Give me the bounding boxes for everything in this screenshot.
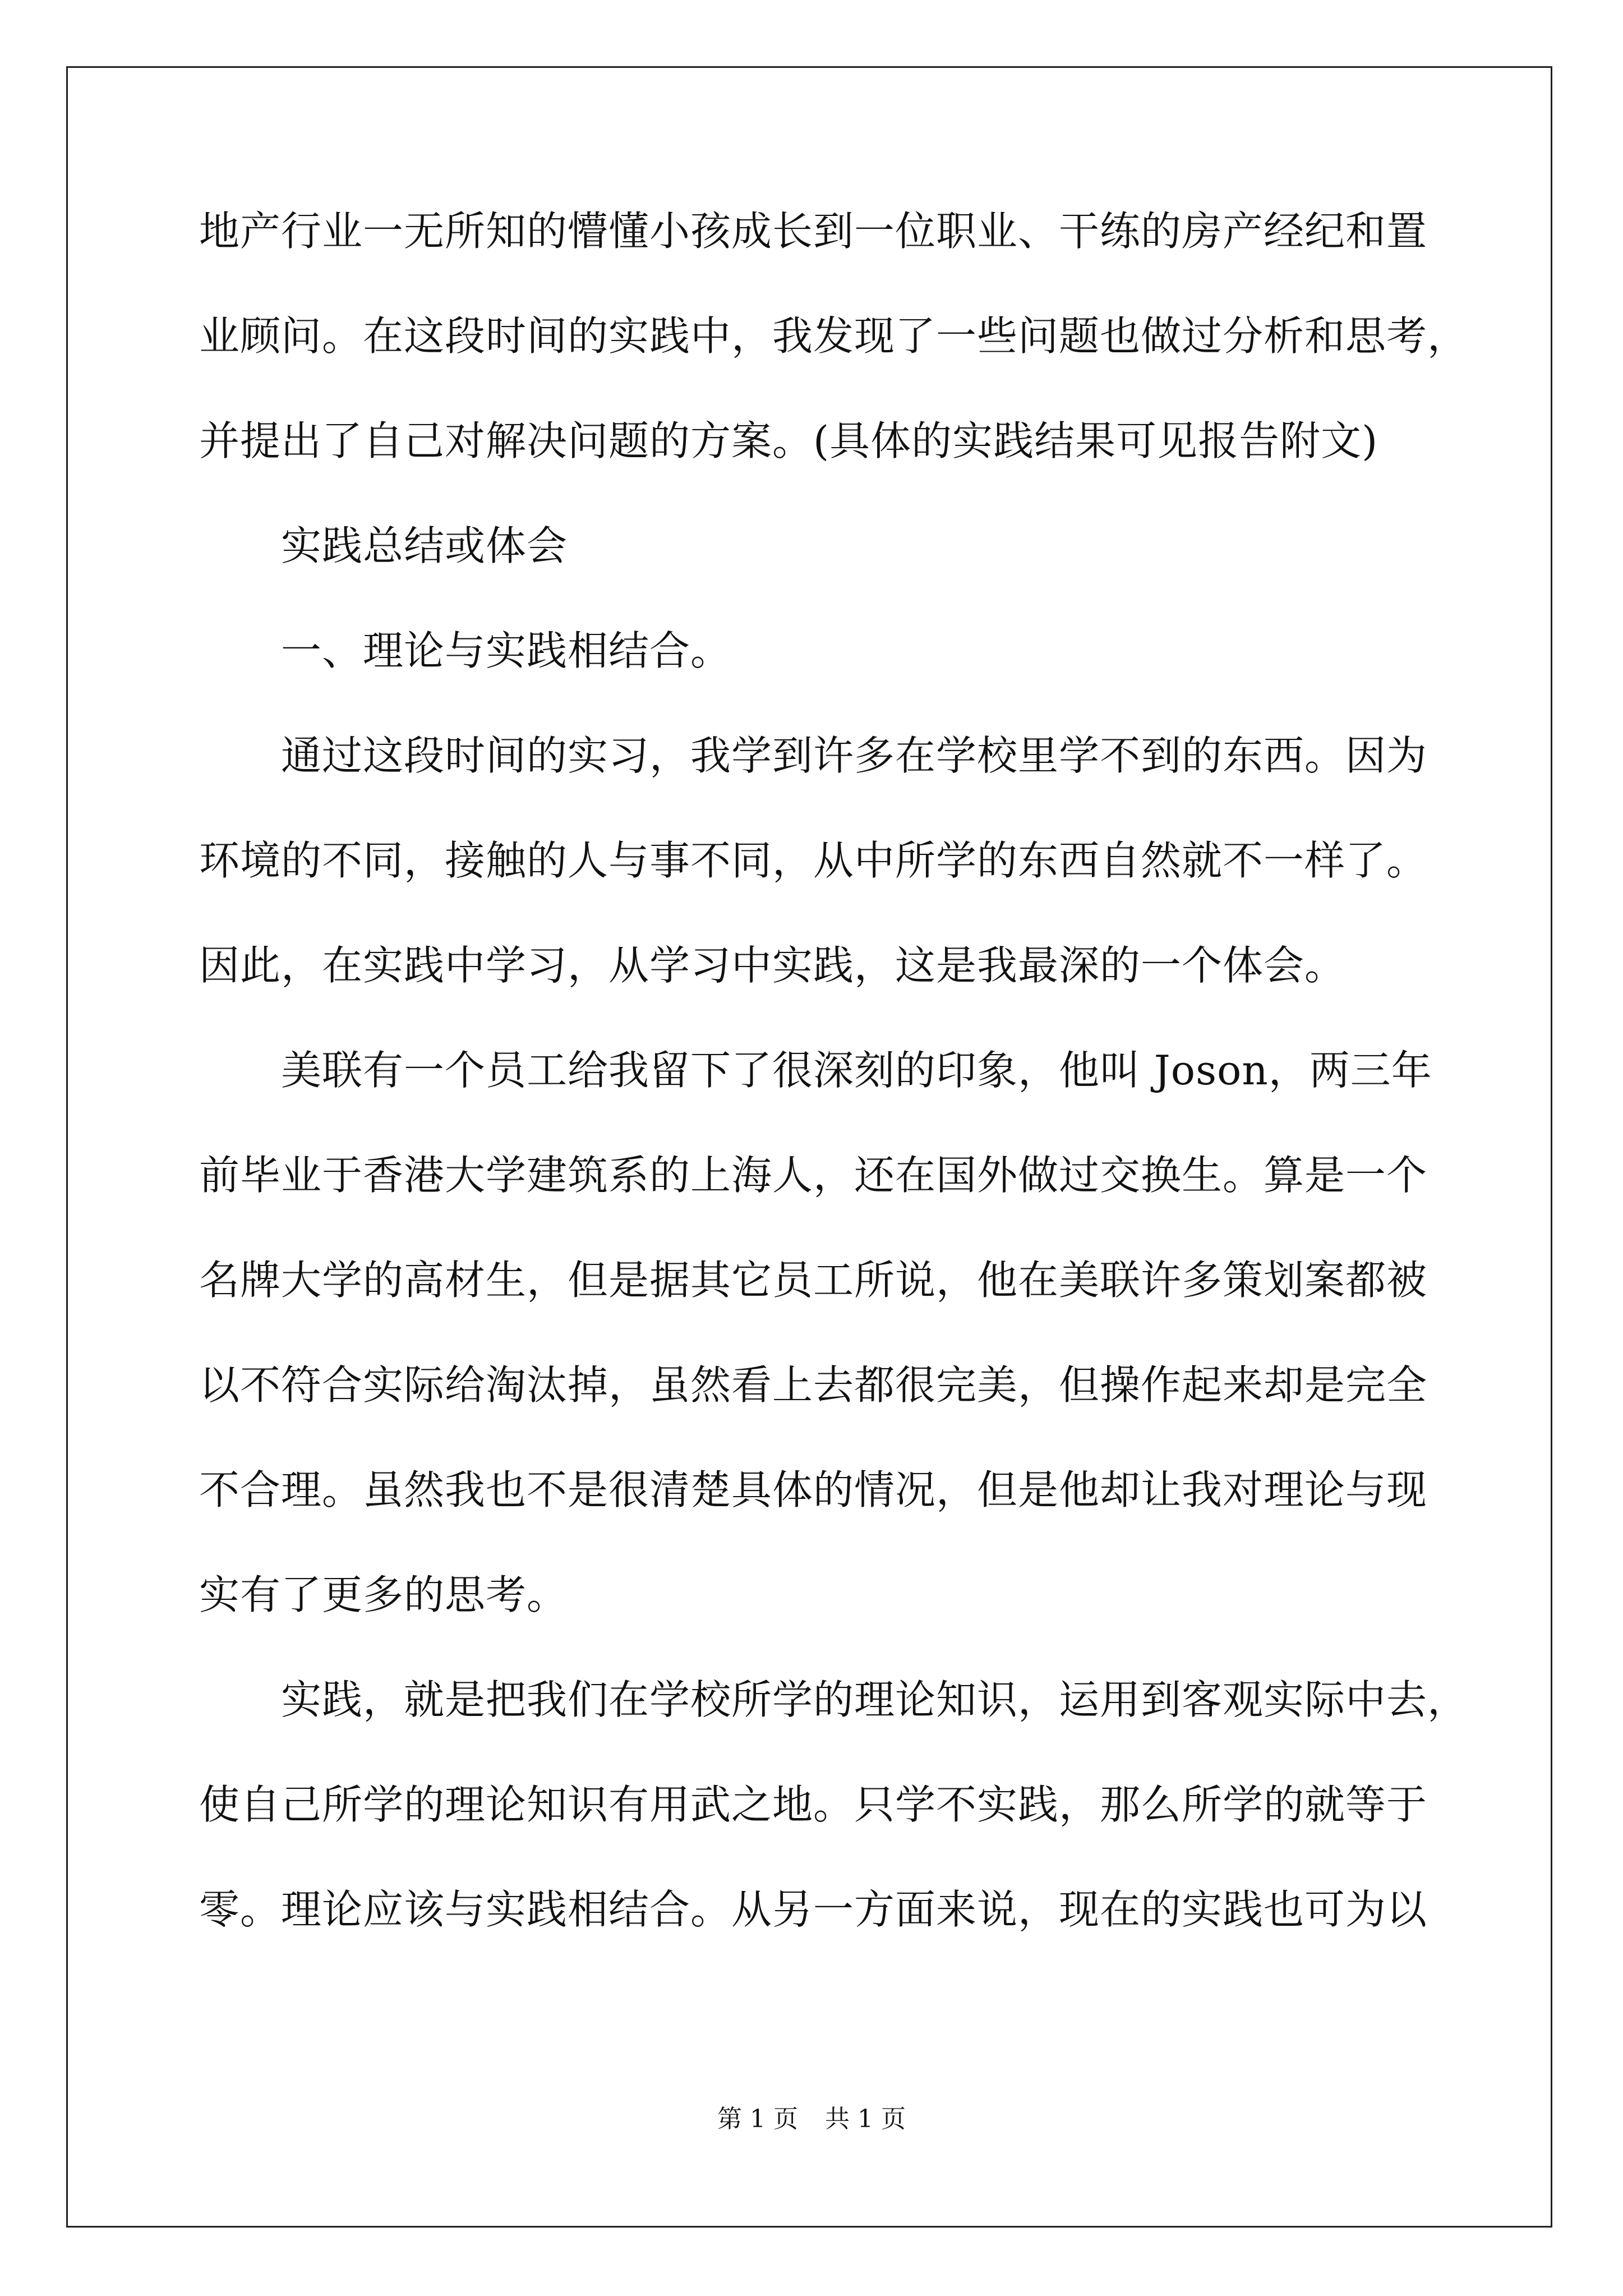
text-line: 业顾问。在这段时间的实践中，我发现了一些问题也做过分析和思考，: [199, 312, 1469, 360]
text-line: 美联有一个员工给我留下了很深刻的印象，他叫 Joson，两三年: [281, 1047, 1432, 1094]
text-line: 实践，就是把我们在学校所学的理论知识，运用到客观实际中去，: [281, 1676, 1469, 1723]
text-line: 通过这段时间的实习，我学到许多在学校里学不到的东西。因为: [281, 732, 1428, 779]
text-line: 名牌大学的高材生，但是据其它员工所说，他在美联许多策划案都被: [199, 1257, 1428, 1304]
text-line: 地产行业一无所知的懵懂小孩成长到一位职业、干练的房产经纪和置: [199, 208, 1428, 255]
page-footer: [0, 2102, 1623, 2136]
subsection-heading: 一、理论与实践相结合。: [281, 627, 732, 674]
section-heading: 实践总结或体会: [281, 522, 568, 569]
page-number-current: 第 1 页: [717, 2105, 798, 2133]
text-line: 零。理论应该与实践相结合。从另一方面来说，现在的实践也可为以: [199, 1886, 1428, 1933]
text-line: 并提出了自己对解决问题的方案。(具体的实践结果可见报告附文): [199, 417, 1378, 464]
text-line: 使自己所学的理论知识有用武之地。只学不实践，那么所学的就等于: [199, 1781, 1428, 1828]
page-number-total: 共 1 页: [825, 2105, 906, 2133]
text-line: 实有了更多的思考。: [199, 1571, 568, 1618]
text-line: 环境的不同，接触的人与事不同，从中所学的东西自然就不一样了。: [199, 837, 1428, 884]
text-line: 前毕业于香港大学建筑系的上海人，还在国外做过交换生。算是一个: [199, 1152, 1428, 1199]
text-line: 因此，在实践中学习，从学习中实践，这是我最深的一个体会。: [199, 942, 1346, 989]
text-line: 以不符合实际给淘汰掉，虽然看上去都很完美，但操作起来却是完全: [199, 1361, 1428, 1409]
text-line: 不合理。虽然我也不是很清楚具体的情况，但是他却让我对理论与现: [199, 1466, 1428, 1513]
